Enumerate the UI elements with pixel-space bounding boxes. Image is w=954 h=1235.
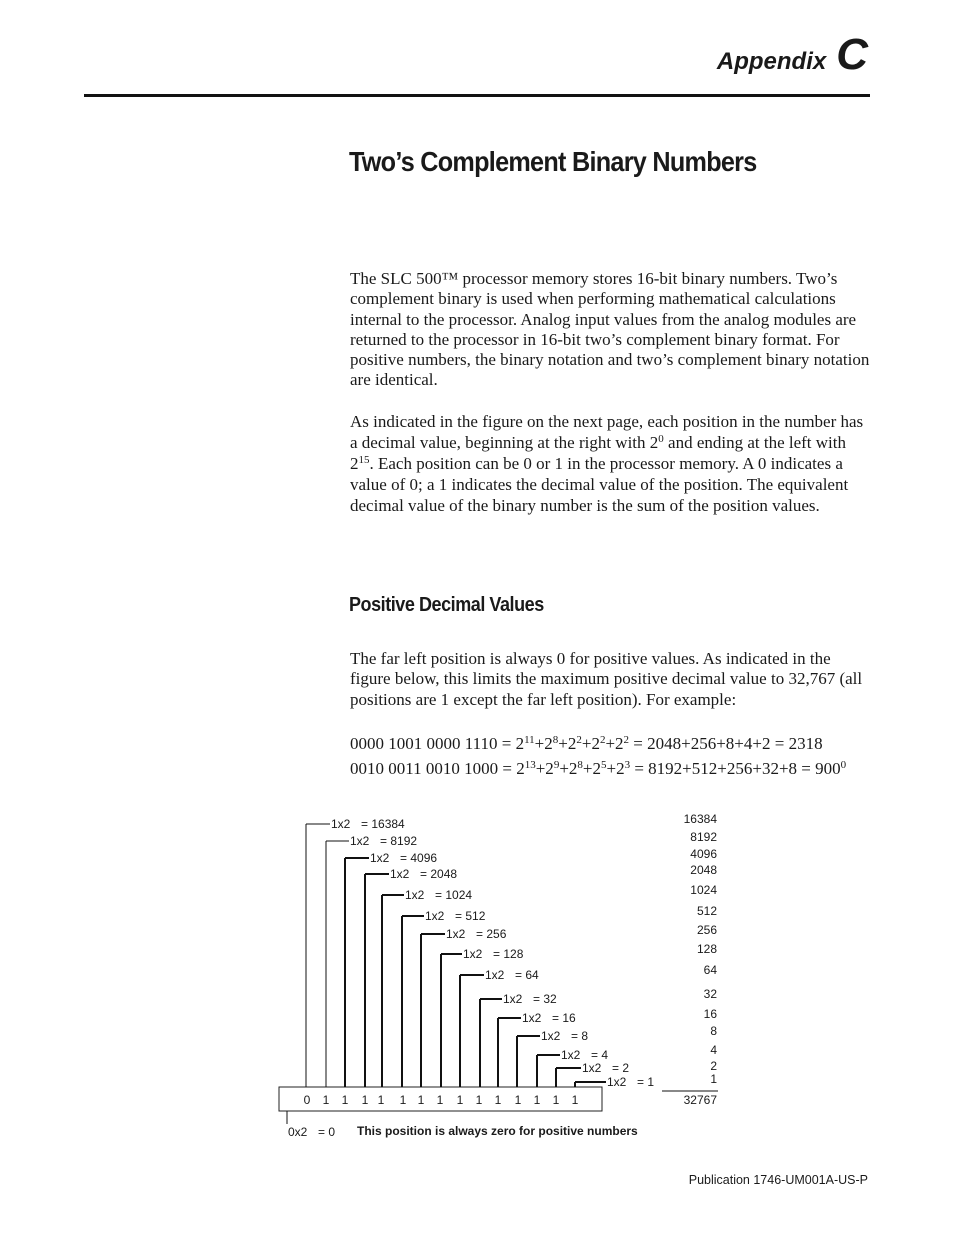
bit-value: 1 bbox=[341, 1093, 349, 1107]
eq2-plus: +2 bbox=[606, 759, 625, 778]
intro-sup-b: 15 bbox=[358, 454, 370, 466]
eq2-exp: 8 bbox=[577, 759, 583, 771]
position-multiplier: 1x2 bbox=[425, 909, 445, 923]
intro-text-a: As indicated in the figure on the next page, each position in the number has a decimal value, beginning at the right with 2 bbox=[350, 412, 864, 452]
bit-value: 1 bbox=[361, 1093, 369, 1107]
intro-text-c: . Each position can be 0 or 1 in the processor memory. A 0 indicates a value of 0; a 1 indicates the decimal value of the position. The equivalent decimal value of the binary number is the sum of the position values. bbox=[350, 454, 849, 515]
bit-value: 1 bbox=[436, 1093, 444, 1107]
sum-value: 512 bbox=[696, 904, 717, 918]
position-value: = 32 bbox=[533, 992, 557, 1006]
position-multiplier: 1x2 bbox=[561, 1048, 581, 1062]
intro-text-b: and ending at the left with 2 bbox=[350, 433, 847, 473]
eq1-plus: +2 bbox=[558, 734, 577, 753]
section-paragraph: The far left position is always 0 for positive values. As indicated in the figure below, this limits the maximum positive decimal value to 32,767 (all positions are 1 except the far left position). For example: bbox=[350, 649, 863, 709]
position-value: = 8 bbox=[571, 1029, 589, 1043]
position-multiplier: 1x2 bbox=[446, 927, 466, 941]
eq2-plus: +2 bbox=[535, 759, 554, 778]
sum-value: 2048 bbox=[690, 863, 717, 877]
sum-value: 16384 bbox=[683, 812, 717, 826]
sum-value: 256 bbox=[696, 923, 717, 937]
sum-value: 128 bbox=[696, 942, 717, 956]
intro-sup-a: 0 bbox=[658, 433, 664, 445]
position-value: = 2 bbox=[612, 1061, 630, 1075]
position-value: = 512 bbox=[455, 909, 486, 923]
position-multiplier: 1x2 bbox=[582, 1061, 602, 1075]
eq2-tail-sup: 0 bbox=[840, 759, 847, 771]
position-value: = 16 bbox=[552, 1011, 576, 1025]
eq1-exp: 2 bbox=[623, 734, 630, 746]
position-value: = 4096 bbox=[400, 851, 438, 865]
position-value: = 1024 bbox=[435, 888, 473, 902]
eq1-exp: 2 bbox=[599, 734, 606, 746]
position-multiplier: 1x2 bbox=[541, 1029, 561, 1043]
position-value: = 256 bbox=[476, 927, 507, 941]
zero-multiplier: 0x2 bbox=[288, 1125, 308, 1139]
sum-value: 1024 bbox=[690, 883, 717, 897]
position-multiplier: 1x2 bbox=[331, 817, 351, 831]
eq1-result: = 2048+256+8+4+2 = 2318 bbox=[629, 734, 823, 753]
bit-value: 0 bbox=[303, 1093, 311, 1107]
bit-value: 1 bbox=[494, 1093, 502, 1107]
eq2-binary: 0010 0011 0010 1000 = 2 bbox=[350, 759, 525, 778]
sum-total: 32767 bbox=[683, 1093, 717, 1107]
section-title: Positive Decimal Values bbox=[349, 594, 544, 616]
eq1-exp: 8 bbox=[552, 734, 559, 746]
eq2-exp: 13 bbox=[524, 759, 536, 771]
intro-paragraph-1: The SLC 500™ processor memory stores 16-bit binary numbers. Two’s complement binary is used when performing mathematical calculations internal to the processor. Analog input values from the analog modules are returned to the processor in 16-bit two’s complement binary format. For positive numbers, the binary notation and two’s complement binary notation are identical. bbox=[350, 269, 870, 390]
eq1-plus: +2 bbox=[534, 734, 553, 753]
appendix-letter: C bbox=[836, 30, 868, 79]
bit-value: 1 bbox=[417, 1093, 425, 1107]
appendix-word: Appendix bbox=[716, 48, 827, 75]
sum-value: 1 bbox=[710, 1072, 717, 1086]
sum-value: 64 bbox=[703, 963, 717, 977]
position-multiplier: 1x2 bbox=[370, 851, 390, 865]
bit-value: 1 bbox=[456, 1093, 464, 1107]
eq1-exp: 2 bbox=[576, 734, 582, 746]
eq2-result: = 8192+512+256+32+8 = 900 bbox=[630, 759, 841, 778]
zero-note: This position is always zero for positive numbers bbox=[357, 1124, 638, 1138]
position-multiplier: 1x2 bbox=[463, 947, 483, 961]
sum-value: 8 bbox=[710, 1024, 717, 1038]
bit-value: 1 bbox=[552, 1093, 560, 1107]
position-value: = 128 bbox=[493, 947, 524, 961]
position-multiplier: 1x2 bbox=[522, 1011, 542, 1025]
eq2-exp: 3 bbox=[624, 759, 631, 771]
eq1-plus: +2 bbox=[605, 734, 624, 753]
bit-value: 1 bbox=[377, 1093, 385, 1107]
position-value: = 4 bbox=[591, 1048, 609, 1062]
position-multiplier: 1x2 bbox=[607, 1075, 627, 1089]
position-value: = 16384 bbox=[361, 817, 405, 831]
sum-value: 8192 bbox=[690, 830, 717, 844]
sum-value: 16 bbox=[703, 1007, 717, 1021]
sum-value: 32 bbox=[703, 987, 717, 1001]
bit-value: 1 bbox=[514, 1093, 522, 1107]
position-multiplier: 1x2 bbox=[390, 867, 410, 881]
position-value: = 64 bbox=[515, 968, 539, 982]
position-value: = 2048 bbox=[420, 867, 458, 881]
position-multiplier: 1x2 bbox=[485, 968, 505, 982]
zero-value: = 0 bbox=[318, 1125, 336, 1139]
sum-value: 4 bbox=[710, 1043, 717, 1057]
bit-value: 1 bbox=[571, 1093, 579, 1107]
bit-value: 1 bbox=[475, 1093, 483, 1107]
eq2-exp: 5 bbox=[601, 759, 607, 771]
position-multiplier: 1x2 bbox=[503, 992, 523, 1006]
bit-value: 1 bbox=[399, 1093, 407, 1107]
bit-value: 1 bbox=[533, 1093, 541, 1107]
position-value: = 1 bbox=[637, 1075, 655, 1089]
publication-footer: Publication 1746-UM001A-US-P bbox=[688, 1173, 868, 1187]
eq1-plus: +2 bbox=[581, 734, 600, 753]
eq1-exp: 11 bbox=[524, 734, 535, 746]
eq2-plus: +2 bbox=[559, 759, 578, 778]
position-multiplier: 1x2 bbox=[405, 888, 425, 902]
position-value: = 8192 bbox=[380, 834, 418, 848]
eq2-exp: 9 bbox=[553, 759, 560, 771]
bit-value: 1 bbox=[322, 1093, 330, 1107]
position-multiplier: 1x2 bbox=[350, 834, 370, 848]
eq1-binary: 0000 1001 0000 1110 = 2 bbox=[350, 734, 525, 753]
page-title: Two’s Complement Binary Numbers bbox=[349, 146, 757, 177]
sum-value: 4096 bbox=[690, 847, 717, 861]
eq2-plus: +2 bbox=[582, 759, 601, 778]
sum-value: 2 bbox=[710, 1059, 717, 1073]
